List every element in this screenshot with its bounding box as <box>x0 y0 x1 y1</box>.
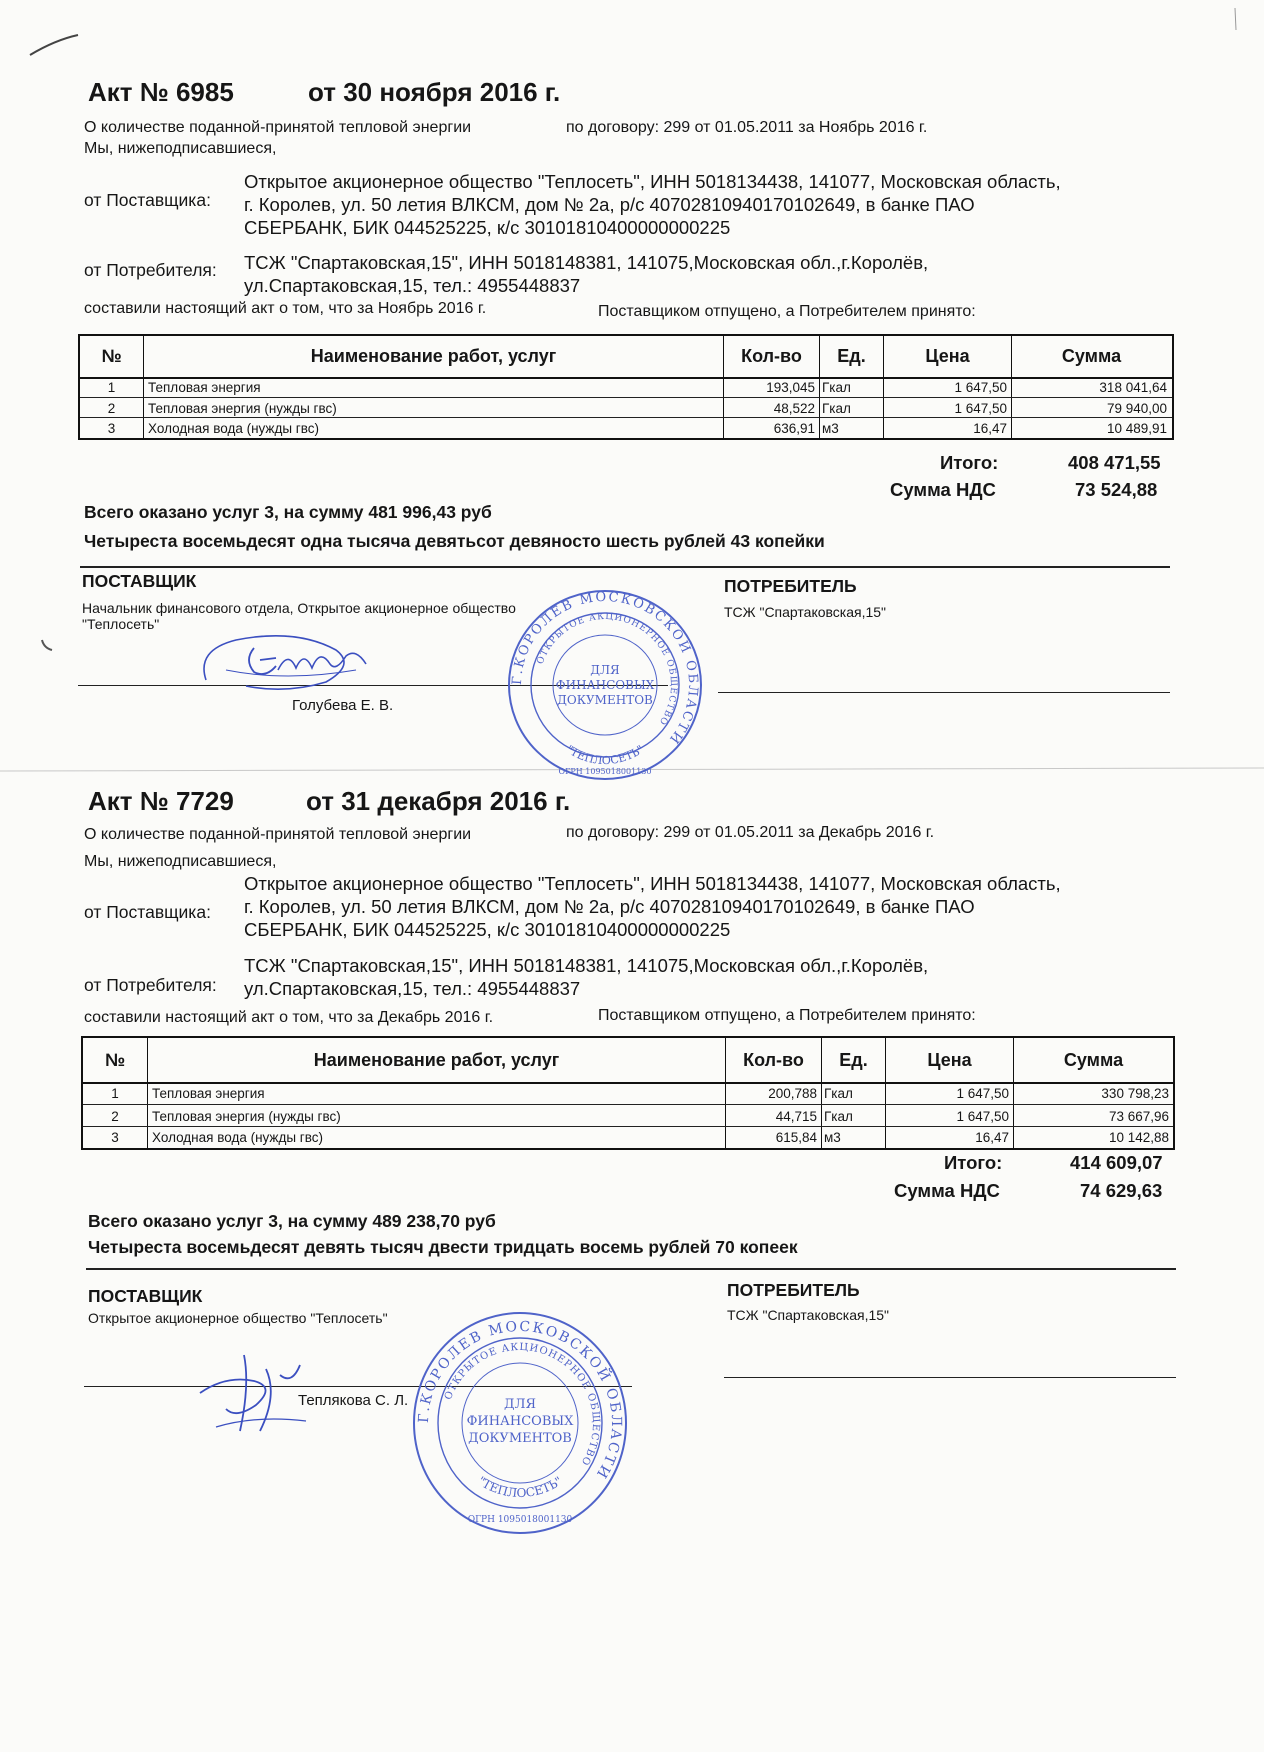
act-2-supplier-heading: ПОСТАВЩИК <box>88 1286 203 1306</box>
act-2-vat-label: Сумма НДС <box>894 1180 1000 1201</box>
consumer-line: ул.Спартаковская,15, тел.: 4955448837 <box>244 978 581 999</box>
col-name: Наименование работ, услуг <box>147 1038 725 1082</box>
act-2-consumer-heading: ПОТРЕБИТЕЛЬ <box>727 1280 860 1300</box>
act-1-total-label: Итого: <box>940 452 999 473</box>
act-1-supplier-heading: ПОСТАВЩИК <box>82 571 197 591</box>
svg-text:"ТЕПЛОСЕТЬ" <box>564 743 646 767</box>
row-sum: 79 940,00 <box>1011 398 1171 418</box>
act-1-vat-label: Сумма НДС <box>890 479 996 500</box>
row-name: Холодная вода (нужды гвс) <box>143 418 723 438</box>
table-row <box>83 1104 1173 1127</box>
supplier-line: Открытое акционерное общество "Теплосеть", ИНН 5018134438, 141077, Московская область, <box>244 171 1061 192</box>
stamp-center-line: ДЛЯ <box>504 1397 536 1412</box>
act-2-consumer-name: ТСЖ "Спартаковская,15" <box>727 1307 890 1323</box>
act-1-summary-words: Четыреста восемьдесят одна тысяча девятьсот девяносто шесть рублей 43 копейки <box>84 531 825 551</box>
stamp-inner-text: ОТКРЫТОЕ АКЦИОНЕРНОЕ ОБЩЕСТВО <box>535 611 679 728</box>
row-number: 2 <box>111 1108 119 1124</box>
act-2-number: Акт № 7729 <box>88 786 234 816</box>
row-qty: 44,715 <box>725 1105 821 1127</box>
table-row <box>80 397 1172 418</box>
supplier-line: СБЕРБАНК, БИК 044525225, к/с 30101810400000000225 <box>244 217 731 238</box>
row-price: 1 647,50 <box>883 377 1011 397</box>
act-1-consumer-sign-line <box>718 692 1170 693</box>
row-sum: 10 489,91 <box>1011 418 1171 438</box>
row-name: Тепловая энергия (нужды гвс) <box>143 398 723 418</box>
supplier-line: г. Королев, ул. 50 летия ВЛКСМ, дом № 2а, р/с 40702810940170102649, в банке ПАО <box>244 194 975 215</box>
table-header-row <box>83 1038 1173 1084</box>
stamp-ogrn: ОГРН 1095018001130 <box>467 1515 573 1525</box>
act-2-stamp <box>410 1310 630 1536</box>
row-qty: 200,788 <box>725 1082 821 1104</box>
act-1-services-table <box>78 334 1174 440</box>
row-number: 3 <box>111 1130 119 1145</box>
act-1-date: от 30 ноября 2016 г. <box>308 77 561 107</box>
act-1-subject: О количестве поданной-принятой тепловой энергии <box>84 119 472 136</box>
col-price: Цена <box>883 336 1011 377</box>
col-qty: Кол-во <box>723 336 819 377</box>
act-2-supplier-details <box>244 872 1164 941</box>
table-row <box>80 377 1172 397</box>
row-unit: Гкал <box>819 398 883 418</box>
row-number: 2 <box>107 400 116 416</box>
stamp-bottom-text: "ТЕПЛОСЕТЬ" <box>563 742 647 768</box>
col-number: № <box>104 1049 126 1070</box>
col-number: № <box>101 346 122 366</box>
row-unit: м3 <box>819 418 883 438</box>
row-qty: 636,91 <box>723 418 819 438</box>
row-price: 1 647,50 <box>885 1105 1013 1127</box>
row-price: 1 647,50 <box>885 1082 1013 1104</box>
row-number: 3 <box>107 420 116 436</box>
svg-text:"ТЕПЛОСЕТЬ" <box>475 1474 565 1500</box>
act-1-supplier-label: от Поставщика: <box>84 190 211 210</box>
act-1-signature <box>196 620 396 700</box>
supplier-line: Открытое акционерное общество "Теплосеть", ИНН 5018134438, 141077, Московская область, <box>244 873 1061 894</box>
act-2-total-value: 414 609,07 <box>1070 1152 1163 1173</box>
act-2-total-label: Итого: <box>944 1152 1003 1173</box>
act-2-summary-words: Четыреста восемьдесят девять тысяч двести тридцать восемь рублей 70 копеек <box>88 1237 798 1257</box>
stamp-center-line: ФИНАНСОВЫХ <box>466 1414 574 1429</box>
col-unit: Ед. <box>819 336 883 377</box>
act-2-released: Поставщиком отпущено, а Потребителем принято: <box>598 1007 976 1024</box>
table-row <box>83 1082 1173 1104</box>
row-name: Тепловая энергия <box>143 377 723 397</box>
act-2-consumer-sign-line <box>724 1377 1176 1378</box>
col-sum: Сумма <box>1011 336 1171 377</box>
act-2-supplier-signer: Теплякова С. Л. <box>298 1392 409 1409</box>
act-1-vat-value: 73 524,88 <box>1075 479 1158 500</box>
row-sum: 10 142,88 <box>1013 1127 1173 1148</box>
row-unit: м3 <box>821 1127 885 1148</box>
consumer-line: ул.Спартаковская,15, тел.: 4955448837 <box>244 275 581 296</box>
act-1-consumer-label: от Потребителя: <box>84 260 217 280</box>
row-sum: 318 041,64 <box>1011 377 1171 397</box>
act-2-supplier-position <box>88 1310 388 1326</box>
supplier-line: СБЕРБАНК, БИК 044525225, к/с 30101810400000000225 <box>244 919 731 940</box>
row-qty: 615,84 <box>725 1127 821 1148</box>
act-1-stamp <box>505 588 705 783</box>
col-unit: Ед. <box>821 1038 885 1082</box>
row-number: 1 <box>107 379 116 395</box>
stamp-inner-text: ОТКРЫТОЕ АКЦИОНЕРНОЕ ОБЩЕСТВО <box>443 1341 602 1468</box>
act-1-we-signed: Мы, нижеподписавшиеся, <box>84 140 277 157</box>
act-1-number: Акт № 6985 <box>88 77 234 107</box>
act-2-subject: О количестве поданной-принятой тепловой энергии <box>84 826 472 843</box>
act-1-compiled: составили настоящий акт о том, что за Ноябрь 2016 г. <box>84 300 487 317</box>
stamp-outer-text: Г.КОРОЛЕВ МОСКОВСКОЙ ОБЛАСТИ <box>509 589 701 748</box>
act-2-contract: по договору: 299 от 01.05.2011 за Декабрь 2016 г. <box>566 824 935 841</box>
row-unit: Гкал <box>821 1082 885 1104</box>
act-2-signature <box>196 1345 326 1435</box>
col-qty: Кол-во <box>725 1038 821 1082</box>
consumer-line: ТСЖ "Спартаковская,15", ИНН 5018148381, 141075,Московская обл.,г.Королёв, <box>244 252 929 273</box>
row-sum: 330 798,23 <box>1013 1082 1173 1104</box>
table-header-row <box>80 336 1172 379</box>
stamp-center-line: ФИНАНСОВЫХ <box>555 678 655 692</box>
row-name: Холодная вода (нужды гвс) <box>147 1127 725 1148</box>
row-unit: Гкал <box>821 1105 885 1127</box>
act-2-summary: Всего оказано услуг 3, на сумму 489 238,70 руб <box>88 1211 496 1231</box>
row-qty: 48,522 <box>723 398 819 418</box>
act-2-consumer-label: от Потребителя: <box>84 975 217 995</box>
act-2-date: от 31 декабря 2016 г. <box>306 786 571 816</box>
act-2-divider <box>86 1268 1176 1270</box>
stamp-center-line: ДОКУМЕНТОВ <box>557 693 653 707</box>
stamp-ogrn: ОГРН 1095018001130 <box>558 767 652 776</box>
col-sum: Сумма <box>1013 1038 1173 1082</box>
row-price: 16,47 <box>883 418 1011 438</box>
consumer-line: ТСЖ "Спартаковская,15", ИНН 5018148381, 141075,Московская обл.,г.Королёв, <box>244 955 929 976</box>
table-row <box>80 417 1172 438</box>
stamp-outer-text: Г.КОРОЛЕВ МОСКОВСКОЙ ОБЛАСТИ <box>415 1318 625 1483</box>
act-2-supplier-label: от Поставщика: <box>84 902 211 922</box>
col-name: Наименование работ, услуг <box>143 336 723 377</box>
row-qty: 193,045 <box>723 377 819 397</box>
act-2-compiled: составили настоящий акт о том, что за Декабрь 2016 г. <box>84 1009 494 1026</box>
act-1-consumer-heading: ПОТРЕБИТЕЛЬ <box>724 576 857 596</box>
act-1-divider <box>80 566 1170 568</box>
act-1-consumer-details <box>244 251 1144 297</box>
row-price: 1 647,50 <box>883 398 1011 418</box>
col-price: Цена <box>885 1038 1013 1082</box>
row-price: 16,47 <box>885 1127 1013 1148</box>
stamp-center-line: ДОКУМЕНТОВ <box>468 1431 572 1446</box>
act-2-vat-value: 74 629,63 <box>1080 1180 1163 1201</box>
position-line: "Теплосеть" <box>82 616 160 632</box>
position-line: Начальник финансового отдела, Открытое акционерное общество <box>82 600 516 616</box>
act-2-we-signed: Мы, нижеподписавшиеся, <box>84 853 277 870</box>
supplier-line: г. Королев, ул. 50 летия ВЛКСМ, дом № 2а, р/с 40702810940170102649, в банке ПАО <box>244 896 975 917</box>
table-row <box>83 1126 1173 1148</box>
act-2-services-table <box>81 1036 1175 1150</box>
stamp-center-line: ДЛЯ <box>590 663 620 677</box>
act-1-total-value: 408 471,55 <box>1068 452 1161 473</box>
row-name: Тепловая энергия (нужды гвс) <box>147 1105 725 1127</box>
act-1-supplier-signer: Голубева Е. В. <box>292 697 394 714</box>
row-unit: Гкал <box>819 377 883 397</box>
position-line: Открытое акционерное общество "Теплосеть" <box>88 1310 388 1326</box>
row-name: Тепловая энергия <box>147 1082 725 1104</box>
act-1-contract: по договору: 299 от 01.05.2011 за Ноябрь 2016 г. <box>566 119 928 136</box>
act-1-released: Поставщиком отпущено, а Потребителем принято: <box>598 303 976 320</box>
act-2-consumer-details <box>244 954 1144 1000</box>
act-1-summary: Всего оказано услуг 3, на сумму 481 996,43 руб <box>84 502 492 522</box>
act-1-supplier-details <box>244 170 1164 239</box>
act-1-consumer-name: ТСЖ "Спартаковская,15" <box>724 604 887 620</box>
row-sum: 73 667,96 <box>1013 1105 1173 1127</box>
stamp-bottom-text: "ТЕПЛОСЕТЬ" <box>475 1473 565 1501</box>
row-number: 1 <box>111 1085 119 1101</box>
